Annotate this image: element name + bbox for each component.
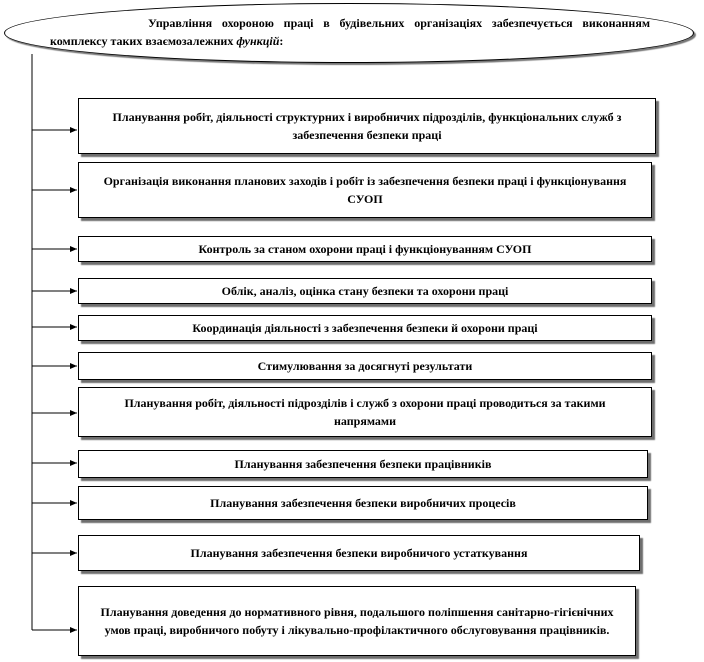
function-box-accounting	[78, 278, 652, 304]
function-box-planning-directions	[78, 387, 652, 437]
direction-box-equipment-safety	[78, 535, 640, 571]
direction-label: Планування забезпечення безпеки працівників	[234, 457, 492, 471]
direction-box-process-safety	[78, 486, 648, 520]
direction-box-workers-safety	[78, 450, 648, 478]
function-box-coordination	[78, 315, 652, 341]
header-emphasis: функцій	[236, 34, 280, 48]
function-label: Контроль за станом охорони праці і функціонуванням СУОП	[198, 242, 532, 256]
function-box-control	[78, 236, 652, 262]
header-text: Управління охороною праці в будівельних організаціях забезпечується виконанням комплексу таких взаємозалежних	[50, 16, 650, 48]
direction-label: Планування забезпечення безпеки виробничих процесів	[210, 496, 516, 510]
function-label: Планування робіт, діяльності структурних і виробничих підрозділів, функціональних служб з забезпечення безпеки праці	[112, 110, 622, 142]
header-statement	[50, 14, 650, 50]
function-box-motivation	[78, 352, 652, 380]
function-label: Організація виконання планових заходів і робіт із забезпечення безпеки праці і функціонування СУОП	[103, 174, 627, 206]
function-box-planning	[78, 98, 656, 154]
direction-label: Планування забезпечення безпеки виробничого устаткування	[190, 546, 528, 560]
function-box-organization	[78, 162, 652, 218]
function-label: Координація діяльності з забезпечення безпеки й охорони праці	[192, 321, 538, 335]
header-tail: :	[279, 34, 284, 48]
function-label: Планування робіт, діяльності підрозділів і служб з охорони праці проводиться за такими напрямами	[124, 396, 606, 428]
function-label: Облік, аналіз, оцінка стану безпеки та охорони праці	[221, 284, 509, 298]
function-label: Стимулювання за досягнуті результати	[257, 359, 473, 373]
direction-box-sanitary-conditions	[78, 586, 636, 656]
direction-label: Планування доведення до нормативного рівня, подальшого поліпшення санітарно-гігієнічних умов праці, виробничого побуту і лікувально-профілактичного обслуговування працівників.	[100, 605, 614, 637]
